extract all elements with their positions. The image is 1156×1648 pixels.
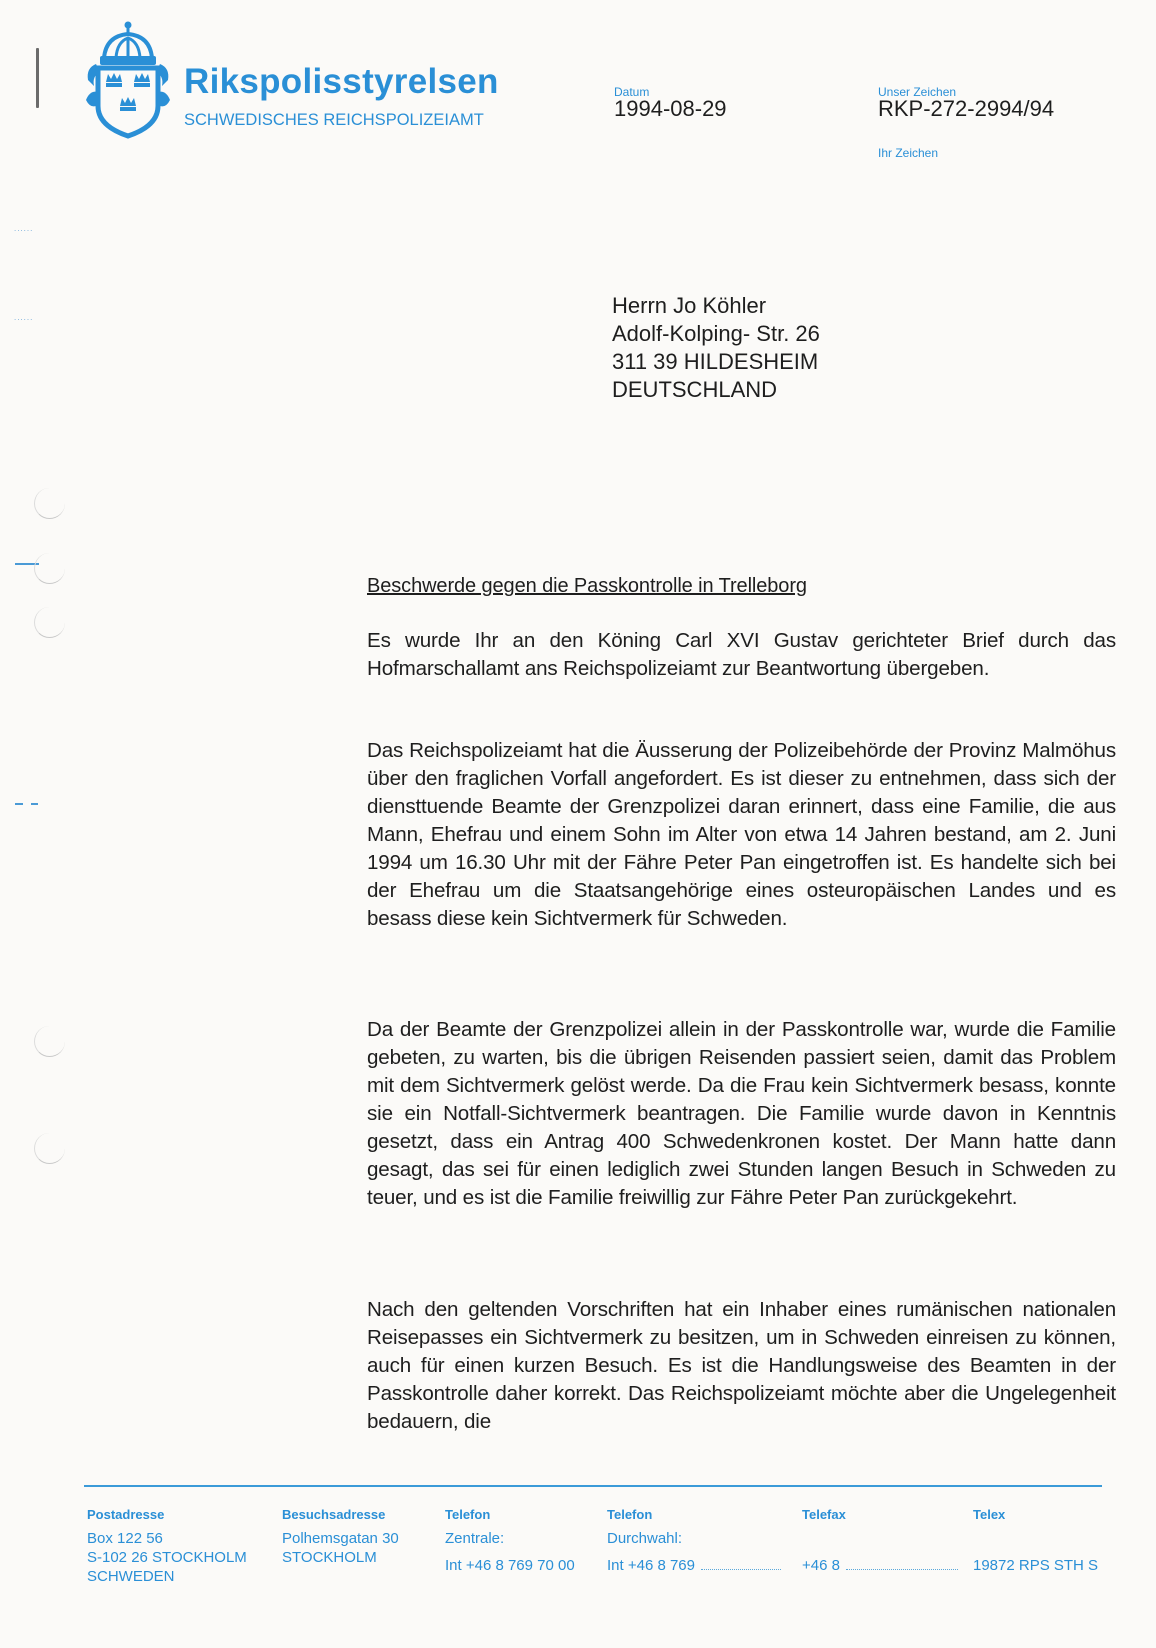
footer-text: Zentrale: (445, 1530, 505, 1547)
staple-mark (36, 48, 39, 108)
letter-paragraph: Da der Beamte der Grenzpolizei allein in der Passkontrolle war, wurde die Familie gebeten, zu warten, bis die übrigen Reisenden passiert seien, damit das Problem mit dem Sichtvermerk gelöst werde. Da die Frau kein Sichtvermerk besass, konnte sie ein Notfall-Sichtvermerk beantragen. Die Familie wurde davon in Kenntnis gesetzt, dass ein Antrag 400 Schwedenkronen kostet. Der Mann hatte dann gesagt, das sei für einen lediglich zwei Stunden langen Besuch in Schweden zu teuer, und es ist die Familie freiwillig zur Fähre Peter Pan zurückgekehrt. (367, 1018, 1116, 1209)
fold-tick-mark: ...... (14, 313, 34, 322)
recipient-city: 311 39 HILDESHEIM (612, 349, 819, 374)
fill-in-line (701, 1559, 781, 1570)
punch-hole (34, 607, 65, 638)
footer-text: SCHWEDEN (87, 1568, 175, 1585)
punch-hole (34, 1026, 65, 1057)
footer-text: STOCKHOLM (282, 1549, 377, 1566)
footer-phone-number: Int +46 8 769 (607, 1557, 695, 1574)
footer-fax (802, 1507, 958, 1575)
footer-text: S-102 26 STOCKHOLM (87, 1549, 247, 1566)
footer-text: Durchwahl: (607, 1530, 683, 1547)
footer-text: Box 122 56 (87, 1530, 163, 1547)
organization-name: Rikspolisstyrelsen (184, 62, 499, 101)
recipient-name: Herrn Jo Köhler (612, 293, 767, 318)
footer-phone-number: Int +46 8 769 70 00 (445, 1557, 575, 1574)
punch-hole (34, 553, 65, 584)
recipient-address (612, 292, 820, 404)
footer-telex (973, 1507, 1098, 1575)
letter-paragraph: Nach den geltenden Vorschriften hat ein Inhaber eines rumänischen nationalen Reisepasses ein Sichtvermerk zu besitzen, um in Schweden einreisen zu können, auch für einen kurzen Besuch. Es ist die Handlungsweise des Beamten in der Passkontrolle daher korrekt. Das Reichspolizeiamt möchte aber die Ungelegenheit bedauern, die (367, 1298, 1116, 1433)
footer-heading: Postadresse (87, 1507, 165, 1522)
date-value: 1994-08-29 (614, 96, 727, 121)
date-label: Datum (614, 85, 650, 99)
your-reference-label: Ihr Zeichen (878, 146, 939, 160)
fill-in-line (846, 1559, 958, 1570)
footer-heading: Besuchsadresse (282, 1507, 386, 1522)
footer-heading: Telefon (607, 1507, 653, 1522)
recipient-street: Adolf-Kolping- Str. 26 (612, 321, 820, 346)
our-reference-label: Unser Zeichen (878, 85, 957, 99)
footer-divider (84, 1485, 1102, 1487)
organization-subtitle: SCHWEDISCHES REICHSPOLIZEIAMT (184, 111, 484, 129)
footer-postal-address (87, 1507, 247, 1586)
punch-hole (34, 488, 65, 519)
letter-paragraph: Es wurde Ihr an den Köning Carl XVI Gustav gerichteter Brief durch das Hofmarschallamt ans Reichspolizeiamt zur Beantwortung übergeben. (367, 629, 1116, 680)
letter-paragraph: Das Reichspolizeiamt hat die Äusserung der Polizeibehörde der Provinz Malmöhus über den fraglichen Vorfall angefordert. Es ist dieser zu entnehmen, dass sich der diensttuende Beamte der Grenzpolizei daran erinnert, dass eine Familie, die aus Mann, Ehefrau und einem Sohn im Alter von etwa 14 Jahren bestand, am 2. Juni 1994 um 16.30 Uhr mit der Fähre Peter Pan eingetroffen ist. Es handelte sich bei der Ehefrau um die Staatsangehörige eines osteuropäischen Landes und es besass diese kein Sichtvermerk für Schweden. (367, 739, 1116, 930)
recipient-country: DEUTSCHLAND (612, 377, 778, 402)
our-reference-value: RKP-272-2994/94 (878, 96, 1055, 121)
footer-heading: Telex (973, 1507, 1006, 1522)
footer-visiting-address (282, 1507, 399, 1567)
punch-hole (34, 1133, 65, 1164)
footer-text: Polhemsgatan 30 (282, 1530, 399, 1547)
footer-heading: Telefax (802, 1507, 846, 1522)
footer-phone-central (445, 1507, 575, 1575)
footer-telex-number: 19872 RPS STH S (973, 1557, 1099, 1574)
fold-mark (31, 803, 38, 805)
fold-tick-mark: ...... (14, 224, 34, 233)
footer-phone-direct (607, 1507, 781, 1575)
letter-subject: Beschwerde gegen die Passkontrolle in Trelleborg (367, 575, 807, 597)
footer-heading: Telefon (445, 1507, 491, 1522)
footer-fax-number: +46 8 (802, 1557, 840, 1574)
crest-logo-icon (84, 20, 172, 140)
fold-mark (15, 803, 23, 805)
